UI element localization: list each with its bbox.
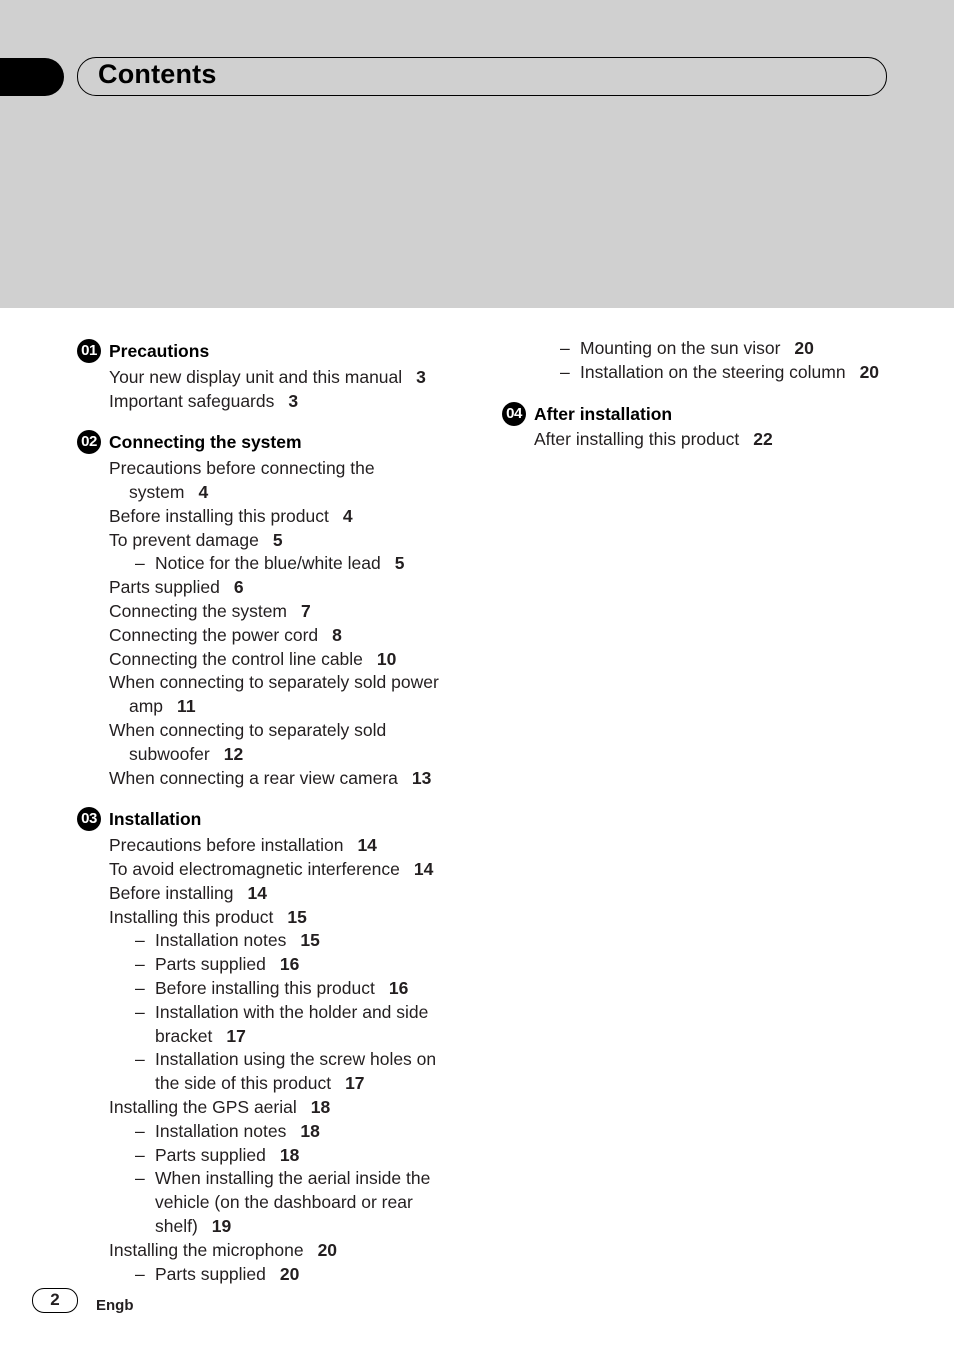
entry-label: When connecting to separately sold power	[109, 672, 439, 693]
entry-page-number: 15	[287, 906, 307, 927]
section-title[interactable]: Precautions	[109, 341, 210, 361]
entry-label: Parts supplied	[155, 954, 266, 975]
entry-label: shelf)	[155, 1216, 198, 1236]
entry-label: Installation notes	[155, 1120, 287, 1141]
section-title[interactable]: After installation	[534, 403, 673, 424]
entry-label: bracket	[155, 1025, 213, 1046]
toc-entry[interactable]	[135, 929, 320, 951]
section-number-badge: 03	[77, 807, 101, 831]
entry-dash: –	[135, 978, 145, 998]
toc-entry[interactable]	[135, 977, 409, 999]
entry-label: Parts supplied	[155, 1263, 266, 1284]
toc-entry[interactable]	[135, 953, 300, 975]
toc-entry[interactable]	[109, 624, 342, 646]
entry-page-number: 5	[394, 553, 405, 574]
entry-label: Connecting the system	[109, 601, 288, 621]
toc-entry[interactable]	[560, 361, 880, 383]
toc-entry[interactable]	[135, 1001, 429, 1023]
entry-dash: –	[560, 361, 570, 382]
entry-dash: –	[135, 1168, 145, 1189]
entry-dash: –	[135, 553, 145, 574]
entry-page-number: 18	[300, 1120, 320, 1141]
toc-entry[interactable]	[109, 457, 375, 479]
toc-entry[interactable]	[129, 695, 196, 717]
toc-entry[interactable]	[560, 337, 814, 359]
entry-dash: –	[135, 1049, 145, 1070]
chapter-tab	[0, 58, 64, 96]
entry-page-number: 5	[272, 529, 283, 550]
entry-label: Installation using the screw holes on	[155, 1049, 437, 1070]
entry-page-number: 15	[300, 930, 320, 951]
entry-page-number: 3	[288, 390, 299, 411]
title-frame	[77, 57, 887, 96]
entry-label: the side of this product	[155, 1073, 332, 1094]
toc-entry[interactable]	[109, 906, 307, 928]
entry-label: Your new display unit and this manual	[109, 366, 403, 387]
entry-page-number: 14	[413, 859, 434, 879]
entry-label: subwoofer	[129, 743, 210, 764]
toc-entry[interactable]	[135, 1120, 320, 1142]
toc-entry[interactable]	[135, 1144, 300, 1166]
entry-page-number: 19	[211, 1216, 232, 1236]
entry-label: When connecting a rear view camera	[109, 767, 398, 788]
entry-label: Precautions before installation	[109, 835, 344, 856]
entry-page-number: 4	[198, 482, 209, 502]
entry-label: Mounting on the sun visor	[580, 338, 781, 358]
entry-label: Installation on the steering column	[580, 361, 846, 382]
entry-label: Before installing this product	[155, 978, 375, 998]
entry-label: Connecting the power cord	[109, 624, 319, 645]
entry-page-number: 16	[279, 954, 300, 975]
entry-label: vehicle (on the dashboard or rear	[155, 1192, 413, 1213]
entry-label: Before installing this product	[109, 505, 329, 526]
entry-label: To prevent damage	[109, 529, 259, 550]
toc-entry[interactable]	[129, 743, 243, 765]
toc-entry[interactable]	[155, 1025, 246, 1047]
entry-page-number: 10	[376, 648, 397, 669]
entry-page-number: 20	[794, 338, 814, 358]
entry-page-number: 13	[411, 767, 432, 788]
entry-dash: –	[135, 1001, 145, 1022]
entry-label: system	[129, 482, 185, 502]
page-title: Contents	[98, 59, 217, 89]
entry-page-number: 18	[279, 1144, 300, 1165]
entry-dash: –	[135, 954, 145, 975]
toc-entry[interactable]	[109, 1239, 337, 1261]
toc-entry[interactable]	[109, 366, 426, 388]
toc-entry[interactable]	[135, 552, 405, 574]
entry-page-number: 16	[388, 978, 409, 998]
section-number-badge: 01	[77, 339, 101, 363]
entry-label: Important safeguards	[109, 390, 275, 411]
section-title[interactable]: Connecting the system	[109, 432, 302, 453]
entry-label: amp	[129, 696, 164, 717]
section-number-badge: 02	[77, 430, 101, 454]
toc-entry[interactable]	[109, 529, 283, 551]
toc-entry[interactable]	[534, 428, 773, 450]
entry-page-number: 17	[345, 1073, 365, 1094]
entry-label: Parts supplied	[155, 1144, 266, 1165]
entry-label: After installing this product	[534, 429, 740, 450]
toc-entry[interactable]	[135, 1167, 431, 1189]
entry-dash: –	[560, 338, 570, 358]
toc-entry[interactable]	[109, 576, 244, 598]
toc-entry[interactable]	[129, 481, 208, 503]
entry-label: When connecting to separately sold	[109, 720, 387, 740]
entry-label: Parts supplied	[109, 577, 220, 598]
entry-page-number: 20	[317, 1239, 338, 1260]
entry-label: Connecting the control line cable	[109, 648, 363, 669]
language-code: Engb	[96, 1297, 134, 1314]
entry-page-number: 18	[310, 1097, 331, 1117]
entry-label: Installing the microphone	[109, 1239, 304, 1260]
entry-dash: –	[135, 1120, 145, 1141]
toc-entry[interactable]	[109, 1096, 330, 1118]
toc-entry[interactable]	[109, 671, 439, 693]
toc-entry[interactable]	[109, 648, 396, 670]
entry-page-number: 4	[342, 505, 353, 526]
header-band	[0, 0, 954, 308]
toc-entry[interactable]	[155, 1191, 413, 1213]
entry-label: Installation notes	[155, 930, 287, 951]
toc-entry[interactable]	[109, 505, 353, 527]
entry-page-number: 17	[226, 1025, 246, 1046]
toc-entry[interactable]	[109, 719, 386, 741]
entry-label: To avoid electromagnetic interference	[109, 859, 400, 879]
toc-entry[interactable]	[109, 834, 377, 856]
entry-label: Precautions before connecting the	[109, 458, 375, 479]
entry-page-number: 8	[332, 624, 342, 645]
section-number-badge: 04	[502, 402, 526, 426]
toc-entry[interactable]	[109, 600, 311, 622]
entry-page-number: 12	[223, 743, 244, 764]
entry-label: Installation with the holder and side	[155, 1001, 429, 1022]
entry-page-number: 14	[357, 835, 377, 856]
entry-page-number: 20	[279, 1263, 300, 1284]
toc-entry[interactable]	[109, 858, 433, 880]
toc-entry[interactable]	[109, 767, 431, 789]
entry-label: When installing the aerial inside the	[155, 1168, 431, 1189]
entry-page-number: 22	[753, 429, 773, 450]
entry-page-number: 20	[859, 361, 880, 382]
entry-page-number: 3	[416, 366, 426, 387]
toc-entry[interactable]	[109, 882, 267, 904]
entry-label: Before installing	[109, 882, 234, 903]
entry-page-number: 7	[301, 601, 311, 621]
page-number: 2	[32, 1288, 78, 1313]
entry-dash: –	[135, 930, 145, 951]
toc-entry[interactable]	[135, 1048, 437, 1070]
section-title[interactable]: Installation	[109, 809, 202, 830]
entry-page-number: 11	[177, 696, 196, 717]
toc-entry[interactable]	[155, 1215, 231, 1237]
entry-page-number: 14	[247, 882, 267, 903]
entry-dash: –	[135, 1263, 145, 1284]
entry-label: Installing this product	[109, 906, 274, 927]
entry-label: Notice for the blue/white lead	[155, 553, 381, 574]
toc-entry[interactable]	[155, 1072, 365, 1094]
entry-page-number: 6	[233, 577, 244, 598]
toc-entry[interactable]	[109, 390, 298, 412]
entry-label: Installing the GPS aerial	[109, 1097, 297, 1117]
toc-entry[interactable]	[135, 1263, 300, 1285]
entry-dash: –	[135, 1144, 145, 1165]
